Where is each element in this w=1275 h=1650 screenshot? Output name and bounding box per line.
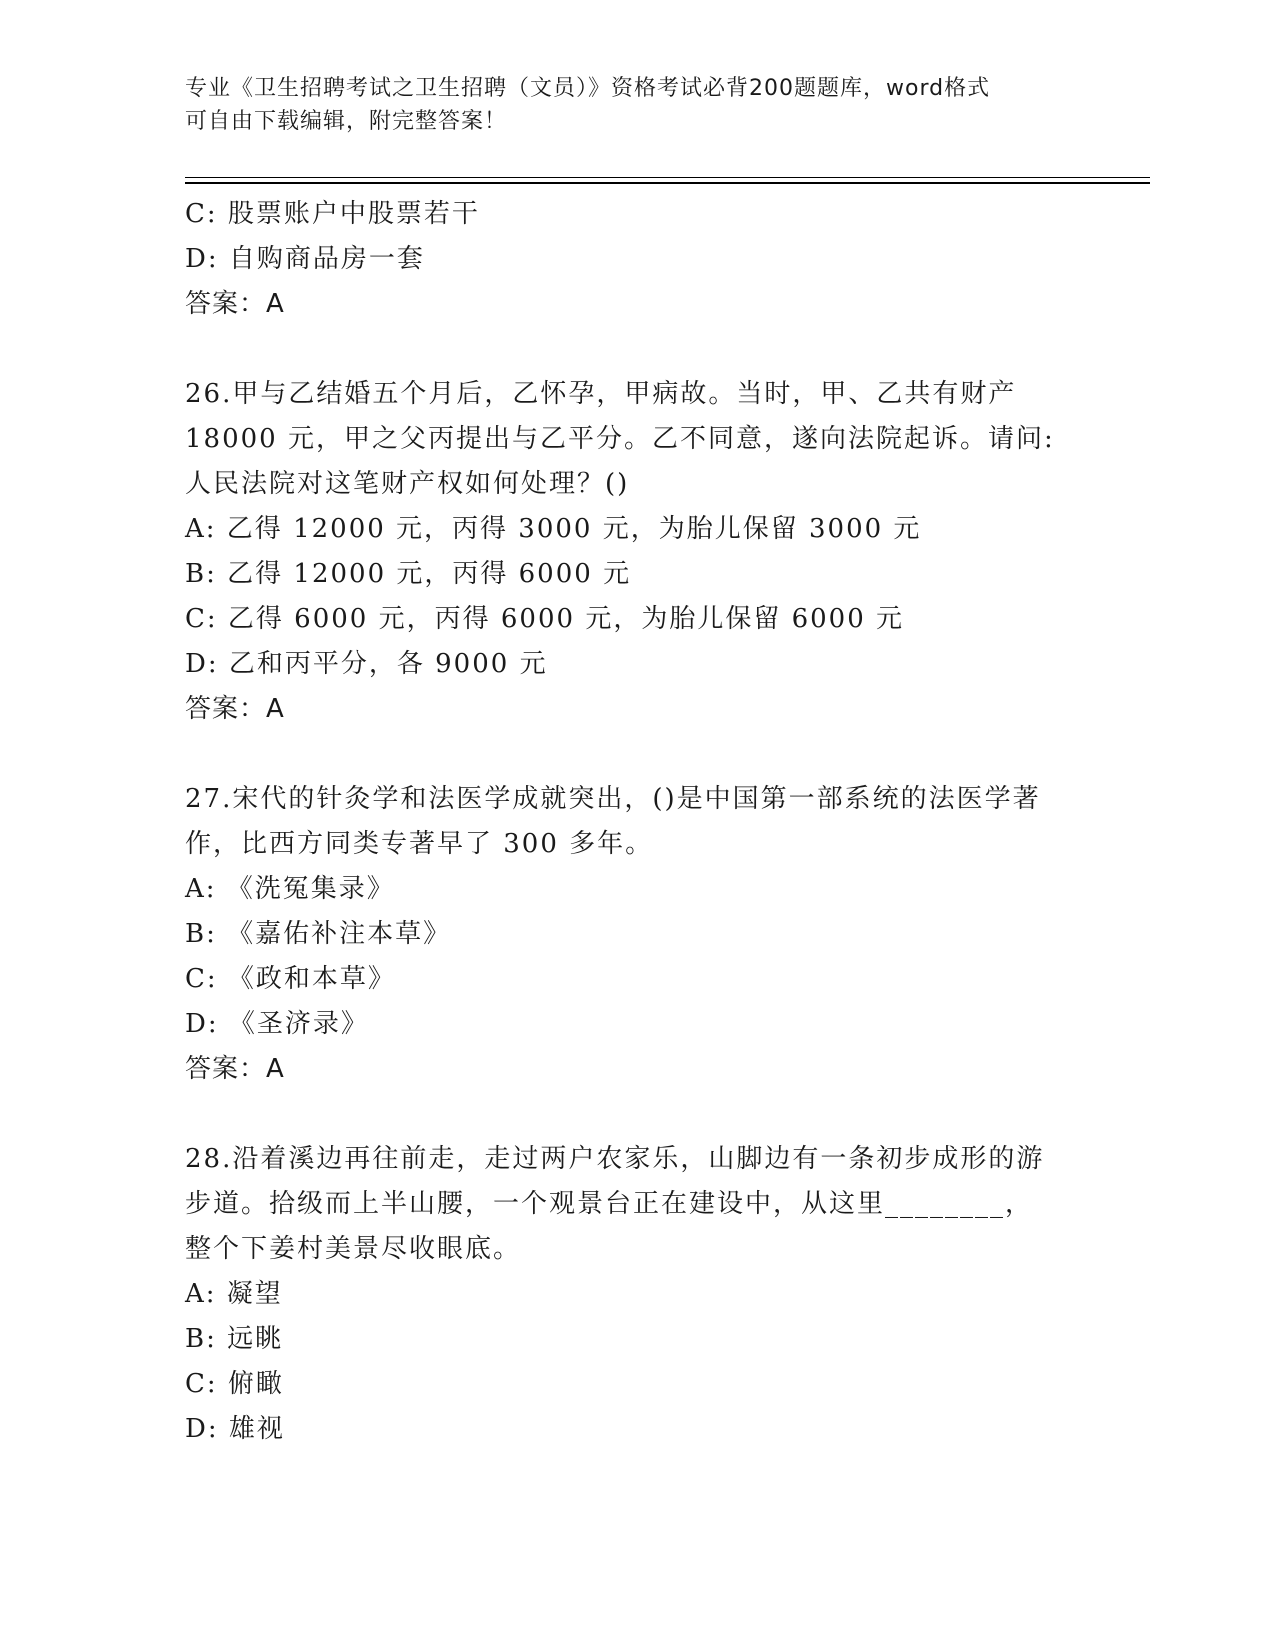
option-c: C: 乙得 6000 元，丙得 6000 元，为胎儿保留 6000 元 [185, 604, 905, 634]
option-a: A: 《洗冤集录》 [185, 874, 395, 904]
option-b: B: 乙得 12000 元，丙得 6000 元 [185, 559, 632, 589]
question-text-line: 28.沿着溪边再往前走，走过两户农家乐，山脚边有一条初步成形的游 [185, 1144, 1045, 1174]
answer-line: 答案：A [185, 289, 285, 319]
option-b: B: 《嘉佑补注本草》 [185, 919, 452, 949]
header-divider-thick [185, 182, 1150, 184]
option-d: D: 雄视 [185, 1414, 285, 1444]
option-b: B: 远眺 [185, 1324, 284, 1354]
option-c: C: 股票账户中股票若干 [185, 199, 480, 229]
spacer [185, 1092, 1085, 1137]
spacer [185, 327, 1085, 372]
option-c: C: 《政和本草》 [185, 964, 396, 994]
option-d: D: 自购商品房一套 [185, 244, 425, 274]
answer-line: 答案：A [185, 1054, 285, 1084]
header-title-line-2: 可自由下载编辑，附完整答案！ [185, 109, 508, 134]
question-text-line: 27.宋代的针灸学和法医学成就突出，()是中国第一部系统的法医学著 [185, 784, 1041, 814]
option-d: D: 乙和丙平分，各 9000 元 [185, 649, 548, 679]
option-a: A: 乙得 12000 元，丙得 3000 元，为胎儿保留 3000 元 [185, 514, 922, 544]
question-list [185, 192, 1085, 1452]
question-text-line: 18000 元，甲之父丙提出与乙平分。乙不同意，遂向法院起诉。请问: [185, 424, 1055, 454]
option-a: A: 凝望 [185, 1279, 283, 1309]
question-text-line: 步道。拾级而上半山腰，一个观景台正在建设中，从这里________， [185, 1189, 1034, 1219]
question-28 [185, 1137, 1085, 1452]
header-title-line-1: 专业《卫生招聘考试之卫生招聘（文员）》资格考试必背200题题库，word格式 [185, 76, 991, 101]
spacer [185, 732, 1085, 777]
header-divider-thin [185, 177, 1150, 178]
question-text-line: 作，比西方同类专著早了 300 多年。 [185, 829, 654, 859]
document-header [185, 72, 1065, 138]
option-d: D: 《圣济录》 [185, 1009, 369, 1039]
question-text-line: 整个下姜村美景尽收眼底。 [185, 1234, 522, 1264]
question-27 [185, 777, 1085, 1092]
question-26 [185, 372, 1085, 732]
question-text-line: 26.甲与乙结婚五个月后，乙怀孕，甲病故。当时，甲、乙共有财产 [185, 379, 1017, 409]
question-25-tail [185, 192, 1085, 327]
answer-line: 答案：A [185, 694, 285, 724]
option-c: C: 俯瞰 [185, 1369, 284, 1399]
question-text-line: 人民法院对这笔财产权如何处理？() [185, 469, 630, 499]
